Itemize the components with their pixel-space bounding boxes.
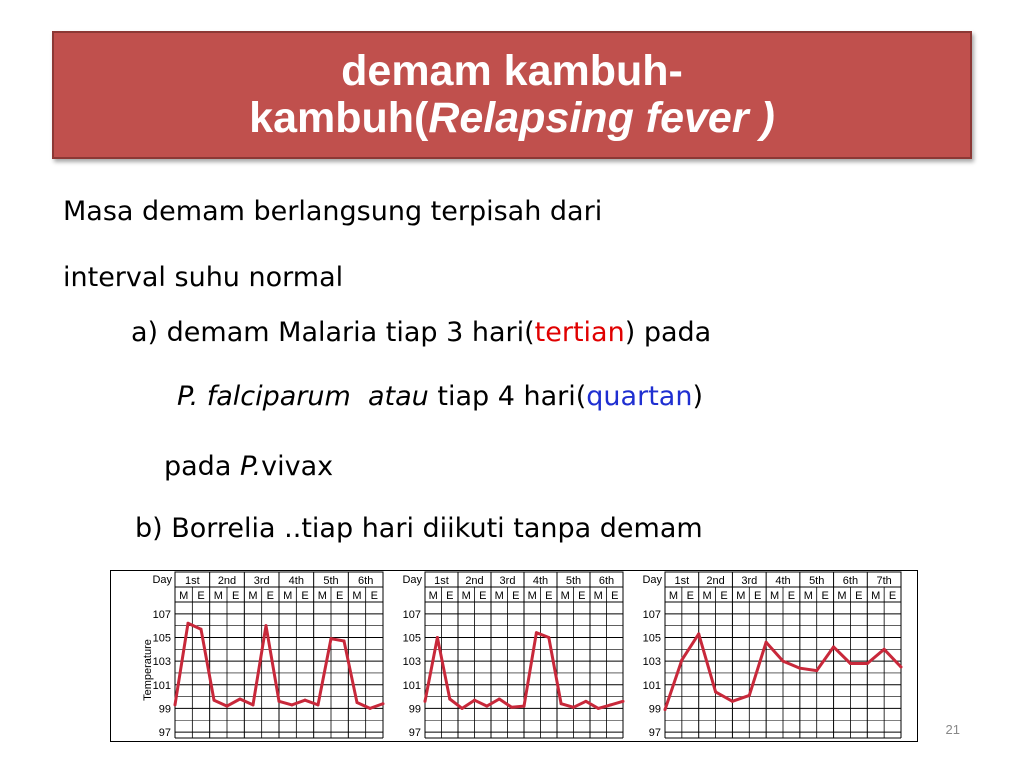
temperature-point xyxy=(584,700,587,703)
title-line-1: demam kambuh- xyxy=(341,47,683,95)
session-label: M xyxy=(871,590,881,602)
day-label: 1st xyxy=(434,575,449,587)
session-label: E xyxy=(446,590,454,602)
session-label: M xyxy=(769,590,780,602)
day-label: 2nd xyxy=(706,575,725,587)
day-label: 3rd xyxy=(741,575,758,587)
y-tick-label: 99 xyxy=(648,703,661,716)
temperature-point xyxy=(369,707,372,710)
session-label: E xyxy=(578,590,586,602)
temperature-point xyxy=(782,660,785,663)
temperature-point xyxy=(510,706,513,709)
temperature-point xyxy=(597,707,600,710)
temperature-point xyxy=(448,697,451,700)
day-label: 3rd xyxy=(499,575,516,587)
y-tick-label: 105 xyxy=(152,632,171,645)
temperature-point xyxy=(226,705,229,708)
page-number: 21 xyxy=(945,722,960,737)
chart-2-svg xyxy=(385,570,625,740)
temperature-point xyxy=(609,703,612,706)
y-tick-label: 101 xyxy=(402,679,421,692)
session-label: E xyxy=(370,590,379,602)
day-label: 4th xyxy=(775,575,791,587)
y-tick-label: 103 xyxy=(642,656,661,669)
temperature-point xyxy=(239,697,242,700)
day-label: 2nd xyxy=(465,575,484,587)
session-label: M xyxy=(248,590,258,602)
atau-text: atau xyxy=(368,381,429,412)
y-tick-label: 105 xyxy=(642,632,661,645)
temperature-point xyxy=(572,706,575,709)
session-label: M xyxy=(494,590,504,602)
y-tick-label: 107 xyxy=(642,608,661,621)
session-label: E xyxy=(231,590,240,602)
temperature-point xyxy=(883,648,886,651)
session-label: E xyxy=(787,590,796,602)
session-label: M xyxy=(352,590,362,602)
temperature-point xyxy=(849,662,852,665)
y-tick-label: 99 xyxy=(158,703,171,716)
temperature-point xyxy=(622,700,625,703)
y-tick-label: 103 xyxy=(402,656,421,669)
p-falciparum-text: P. falciparum xyxy=(177,381,351,412)
item-a-line-1 xyxy=(131,317,711,348)
day-label: 6th xyxy=(598,575,615,587)
temperature-point xyxy=(473,699,476,702)
temperature-point xyxy=(174,703,177,706)
chart-1-svg xyxy=(111,570,385,740)
y-axis-label: Temperature xyxy=(142,639,154,701)
temperature-point xyxy=(714,690,717,693)
temperature-point xyxy=(436,636,439,639)
temperature-point xyxy=(278,700,281,703)
day-label: 1st xyxy=(184,575,200,587)
title-line-2-italic: Relapsing fever ) xyxy=(428,94,775,142)
y-tick-label: 97 xyxy=(158,727,171,740)
temperature-point xyxy=(731,700,734,703)
y-tick-label: 101 xyxy=(642,679,661,692)
day-header-label: Day xyxy=(402,574,422,586)
session-label: E xyxy=(512,590,520,602)
y-tick-label: 97 xyxy=(408,727,421,740)
session-label: M xyxy=(702,590,712,602)
day-header-label: Day xyxy=(152,574,172,586)
temperature-point xyxy=(461,707,464,710)
session-label: M xyxy=(593,590,603,602)
title-line-2 xyxy=(249,95,775,142)
session-label: M xyxy=(560,590,570,602)
y-tick-label: 107 xyxy=(402,608,421,621)
session-label: M xyxy=(461,590,471,602)
temperature-point xyxy=(535,631,538,634)
item-a3-prefix: pada xyxy=(164,451,240,482)
temperature-point xyxy=(547,636,550,639)
session-label: E xyxy=(479,590,487,602)
temperature-point xyxy=(523,705,526,708)
temperature-point xyxy=(317,703,320,706)
y-tick-label: 103 xyxy=(152,656,171,669)
day-label: 4th xyxy=(288,575,304,587)
session-label: M xyxy=(317,590,327,602)
item-b: b) Borrelia ..tiap hari diikuti tanpa demam xyxy=(135,513,703,544)
session-label: E xyxy=(301,590,309,602)
chart-panel-3 xyxy=(627,570,903,742)
item-a-suffix: ) pada xyxy=(624,317,712,348)
session-label: E xyxy=(720,590,728,602)
session-label: E xyxy=(545,590,553,602)
day-label: 6th xyxy=(358,575,374,587)
temperature-point xyxy=(291,703,294,706)
chart-3-svg xyxy=(627,570,903,740)
session-label: M xyxy=(283,590,293,602)
session-label: E xyxy=(611,590,619,602)
temperature-point xyxy=(815,669,818,672)
temperature-point xyxy=(356,701,359,704)
temperature-point xyxy=(265,624,268,627)
temperature-point xyxy=(343,640,346,643)
session-label: M xyxy=(736,590,746,602)
y-tick-label: 107 xyxy=(152,608,171,621)
temperature-point xyxy=(832,645,835,648)
session-label: E xyxy=(266,590,275,602)
session-label: E xyxy=(821,590,829,602)
item-a-line-2 xyxy=(177,381,703,412)
temperature-point xyxy=(798,667,801,670)
session-label: E xyxy=(197,590,205,602)
session-label: M xyxy=(179,590,189,602)
y-tick-label: 101 xyxy=(152,679,171,692)
day-header-label: Day xyxy=(642,574,662,586)
temperature-point xyxy=(900,666,903,669)
session-label: M xyxy=(803,590,813,602)
day-label: 3rd xyxy=(253,575,270,587)
temperature-point xyxy=(485,705,488,708)
session-label: E xyxy=(335,590,344,602)
body-line-2: interval suhu normal xyxy=(63,262,344,293)
day-label: 5th xyxy=(565,575,582,587)
item-a2-end: ) xyxy=(692,381,703,412)
item-a3-italic: P. xyxy=(239,451,262,482)
temperature-point xyxy=(213,699,216,702)
session-label: M xyxy=(668,590,679,602)
temperature-point xyxy=(748,694,751,697)
day-label: 2nd xyxy=(217,575,237,587)
temperature-point xyxy=(424,700,427,703)
temperature-point xyxy=(304,699,307,702)
day-label: 6th xyxy=(842,575,859,587)
chart-panel-1 xyxy=(111,570,385,742)
session-label: M xyxy=(428,590,438,602)
session-label: E xyxy=(754,590,762,602)
temperature-point xyxy=(252,703,255,706)
day-label: 7th xyxy=(876,575,892,587)
session-label: E xyxy=(855,590,863,602)
temperature-point xyxy=(664,708,667,711)
tertian-text: tertian xyxy=(534,317,625,348)
session-label: M xyxy=(213,590,223,602)
item-a2-mid: tiap 4 hari( xyxy=(428,381,587,412)
session-label: M xyxy=(837,590,847,602)
chart-panel-2 xyxy=(385,570,625,742)
temperature-point xyxy=(498,697,501,700)
slide-title xyxy=(52,31,972,159)
y-tick-label: 105 xyxy=(402,632,421,645)
item-a-prefix: a) demam Malaria tiap 3 hari( xyxy=(131,317,535,348)
day-label: 5th xyxy=(323,575,339,587)
day-label: 5th xyxy=(809,575,825,587)
item-a-line-3 xyxy=(164,451,333,482)
temperature-point xyxy=(330,637,333,640)
day-label: 1st xyxy=(674,575,690,587)
day-label: 4th xyxy=(532,575,549,587)
quartan-text: quartan xyxy=(586,381,693,412)
temperature-point xyxy=(560,702,563,705)
session-label: E xyxy=(686,590,694,602)
title-line-2-prefix: kambuh( xyxy=(249,94,429,142)
temperature-point xyxy=(866,662,869,665)
y-tick-label: 99 xyxy=(408,703,421,716)
temperature-point xyxy=(697,632,700,635)
temperature-point xyxy=(680,658,683,661)
item-a3-suffix: vivax xyxy=(261,451,334,482)
temperature-point xyxy=(200,628,203,631)
session-label: M xyxy=(527,590,537,602)
temperature-point xyxy=(187,622,190,625)
body-line-1: Masa demam berlangsung terpisah dari xyxy=(63,196,603,227)
temperature-point xyxy=(765,641,768,644)
y-tick-label: 97 xyxy=(648,727,661,740)
session-label: E xyxy=(888,590,897,602)
